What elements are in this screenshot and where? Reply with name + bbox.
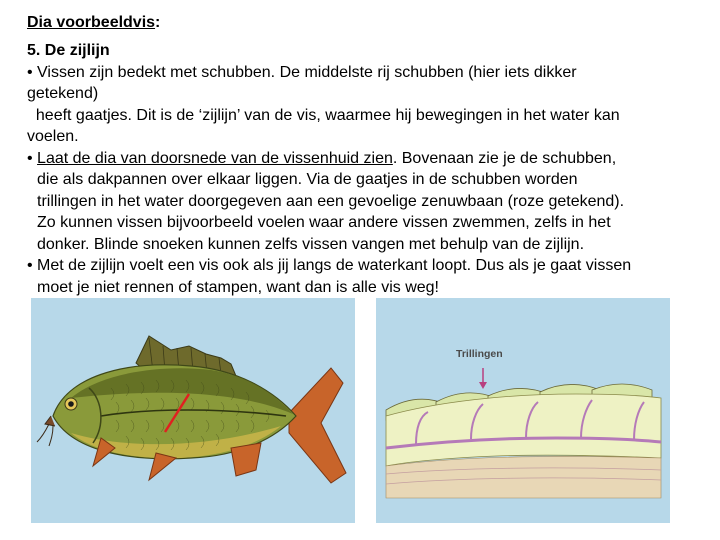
body-line: moet je niet rennen of stampen, want dan is alle vis weg! bbox=[37, 278, 439, 296]
fish-illustration bbox=[31, 298, 355, 523]
body-line: Zo kunnen vissen bijvoorbeeld voelen waar andere vissen zwemmen, zelfs in het bbox=[37, 214, 611, 231]
slide-title-text: Dia voorbeeldvis bbox=[27, 14, 156, 31]
skin-cross-section-diagram bbox=[376, 298, 670, 523]
bullet-two-rest: . Bovenaan zie je de schubben, bbox=[392, 149, 617, 167]
section-heading: 5. De zijlijn bbox=[27, 42, 110, 59]
show-slide-link[interactable]: Laat de dia van doorsnede van de vissenhuid zien bbox=[37, 149, 393, 167]
slide-title-colon: : bbox=[155, 14, 161, 31]
body-line: • Vissen zijn bedekt met schubben. De middelste rij schubben (hier iets dikker bbox=[27, 63, 577, 81]
bullet-two-first-line: • Laat de dia van doorsnede van de vissenhuid zien. Bovenaan zie je de schubben, bbox=[27, 149, 617, 167]
barbels bbox=[37, 424, 53, 446]
body-line: heeft gaatjes. Dit is de ‘zijlijn’ van de vis, waarmee hij bewegingen in het water kan bbox=[27, 106, 620, 124]
anal-fin bbox=[231, 443, 261, 476]
body-line: donker. Blinde snoeken kunnen zelfs vissen vangen met behulp van de zijlijn. bbox=[37, 235, 585, 253]
vibrations-label: Trillingen bbox=[456, 348, 503, 360]
fish-pupil bbox=[68, 401, 74, 407]
body-line: trillingen in het water doorgegeven aan een gevoelige zenuwbaan (roze getekend). bbox=[37, 192, 625, 210]
slide-body-text bbox=[27, 40, 717, 298]
tail-fin bbox=[289, 368, 346, 483]
carp-drawing bbox=[31, 298, 355, 523]
deeper-tissue bbox=[386, 456, 661, 498]
body-line: • Met de zijlijn voelt een vis ook als jij langs de waterkant loopt. Dus als je gaat vissen bbox=[27, 257, 632, 274]
cross-section-drawing bbox=[376, 298, 670, 523]
body-line: voelen. bbox=[27, 128, 79, 145]
body-line: die als dakpannen over elkaar liggen. Via de gaatjes in de schubben worden bbox=[37, 171, 578, 188]
vibration-arrow-head bbox=[479, 382, 487, 389]
body-line: getekend) bbox=[27, 85, 99, 102]
